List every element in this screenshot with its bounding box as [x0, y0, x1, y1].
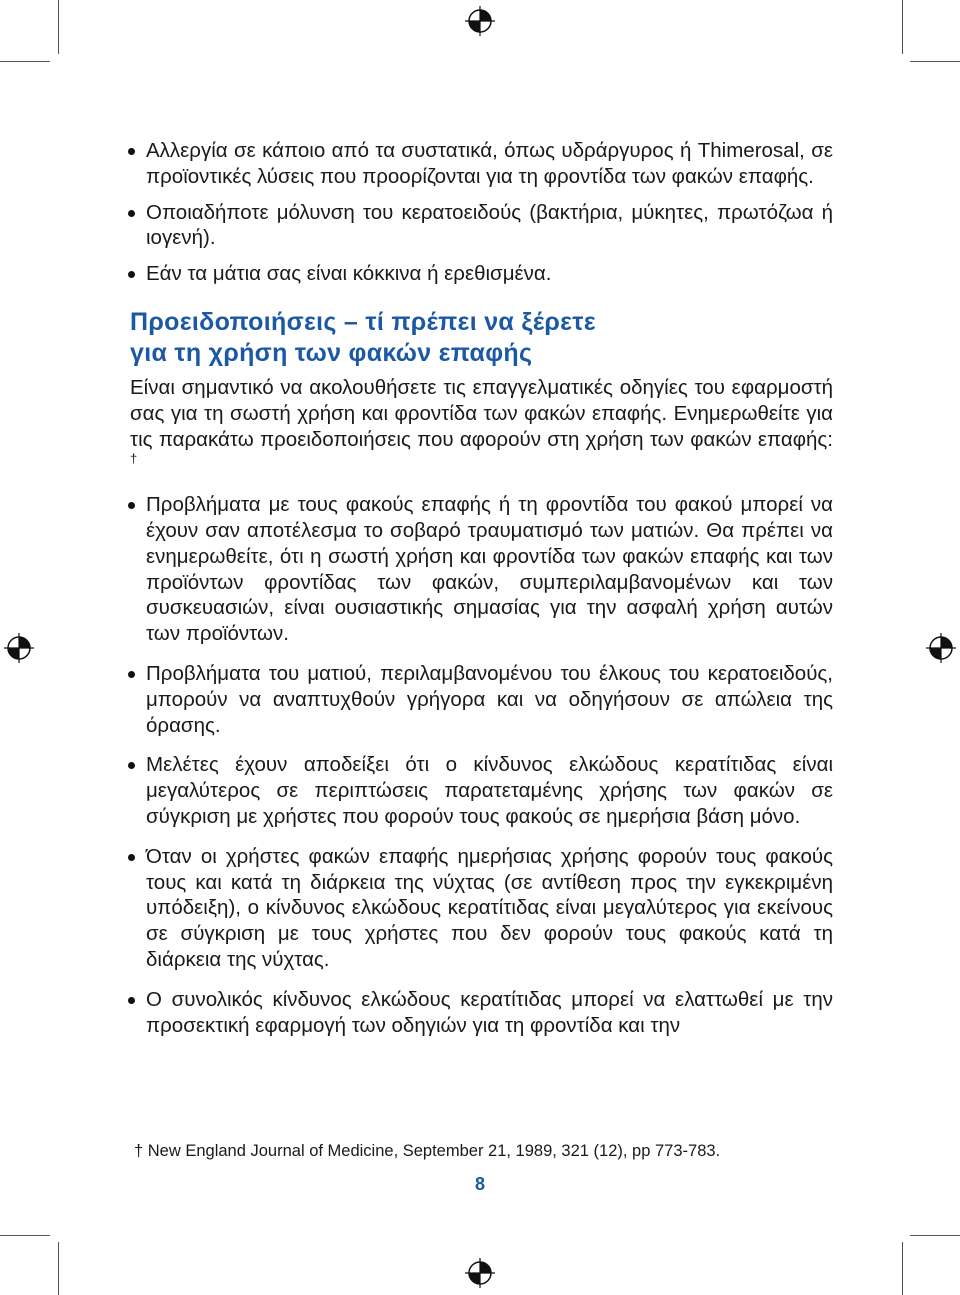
footnote: † New England Journal of Medicine, September 21, 1989, 321 (12), pp 773-783.	[134, 1142, 721, 1160]
list-item: Εάν τα μάτια σας είναι κόκκινα ή ερεθισμένα.	[118, 261, 833, 287]
list-item: Ο συνολικός κίνδυνος ελκώδους κερατίτιδας μπορεί να ελαττωθεί με την προσεκτική εφαρμογή των οδηγιών για τη φροντίδα και την	[118, 987, 833, 1039]
registration-mark-icon	[465, 6, 495, 36]
registration-mark-icon	[465, 1258, 495, 1288]
section-intro	[130, 375, 833, 478]
crop-mark	[58, 0, 59, 54]
list-item: Όταν οι χρήστες φακών επαφής ημερήσιας χρήσης φορούν τους φακούς τους και κατά τη διάρκεια της νύχτας (σε αντίθεση προς την εγκεκριμένη υπόδειξη), ο κίνδυνος ελκώδους κερατίτιδας είναι μεγαλύτερος για εκείνους σε σύγκριση με τους χρήστες που δεν φορούν τους φακούς κατά τη διάρκεια της νύχτας.	[118, 844, 833, 973]
crop-mark	[902, 1242, 903, 1295]
registration-mark-icon	[926, 633, 956, 663]
list-item: Αλλεργία σε κάποιο από τα συστατικά, όπως υδράργυρος ή Thimerosal, σε προϊοντικές λύσεις που προορίζονται για τη φροντίδα των φακών επαφής.	[118, 138, 833, 190]
list-item: Μελέτες έχουν αποδείξει ότι ο κίνδυνος ελκώδους κερατίτιδας είναι μεγαλύτερος σε περιπτώσεις παρατεταμένης χρήσης των φακών σε σύγκριση με χρήστες που φορούν τους φακούς σε ημερήσια βάση μόνο.	[118, 752, 833, 829]
registration-mark-icon	[4, 633, 34, 663]
crop-mark	[910, 61, 960, 62]
heading-line: για τη χρήση των φακών επαφής	[130, 338, 533, 367]
crop-mark	[58, 1242, 59, 1295]
heading-line: Προειδοποιήσεις – τί πρέπει να ξέρετε	[130, 307, 596, 336]
list-item: Προβλήματα με τους φακούς επαφής ή τη φροντίδα του φακού μπορεί να έχουν σαν αποτέλεσμα το σοβαρό τραυματισμό των ματιών. Θα πρέπει να ενημερωθείτε, ότι η σωστή χρήση και φροντίδα των φακών επαφής και των προϊόντων φροντίδας των φακών, συμπεριλαμβανομένων και των συσκευασιών, είναι ουσιαστικής σημασίας για την ασφαλή χρήση αυτών των προϊόντων.	[118, 492, 833, 647]
section-heading	[130, 307, 833, 369]
crop-mark	[0, 1235, 50, 1236]
page-content	[118, 138, 833, 1038]
list-item: Οποιαδήποτε μόλυνση του κερατοειδούς (βακτήρια, μύκητες, πρωτόζωα ή ιογενή).	[118, 200, 833, 252]
list-item: Προβλήματα του ματιού, περιλαμβανομένου του έλκους του κερατοειδούς, μπορούν να αναπτυχθούν γρήγορα και να οδηγήσουν σε απώλεια της όρασης.	[118, 661, 833, 738]
crop-mark	[0, 61, 50, 62]
footnote-marker: †	[130, 451, 138, 467]
crop-mark	[902, 0, 903, 54]
crop-mark	[910, 1235, 960, 1236]
intro-text: Είναι σημαντικό να ακολουθήσετε τις επαγγελματικές οδηγίες του εφαρμοστή σας για τη σωστή χρήση και φροντίδα των φακών επαφής. Ενημερωθείτε για τις παρακάτω προειδοποιήσεις που αφορούν στη χρήση των φακών επαφής:	[130, 375, 833, 451]
warnings-list	[118, 492, 833, 1038]
page-number: 8	[474, 1174, 485, 1194]
contraindications-list	[118, 138, 833, 287]
